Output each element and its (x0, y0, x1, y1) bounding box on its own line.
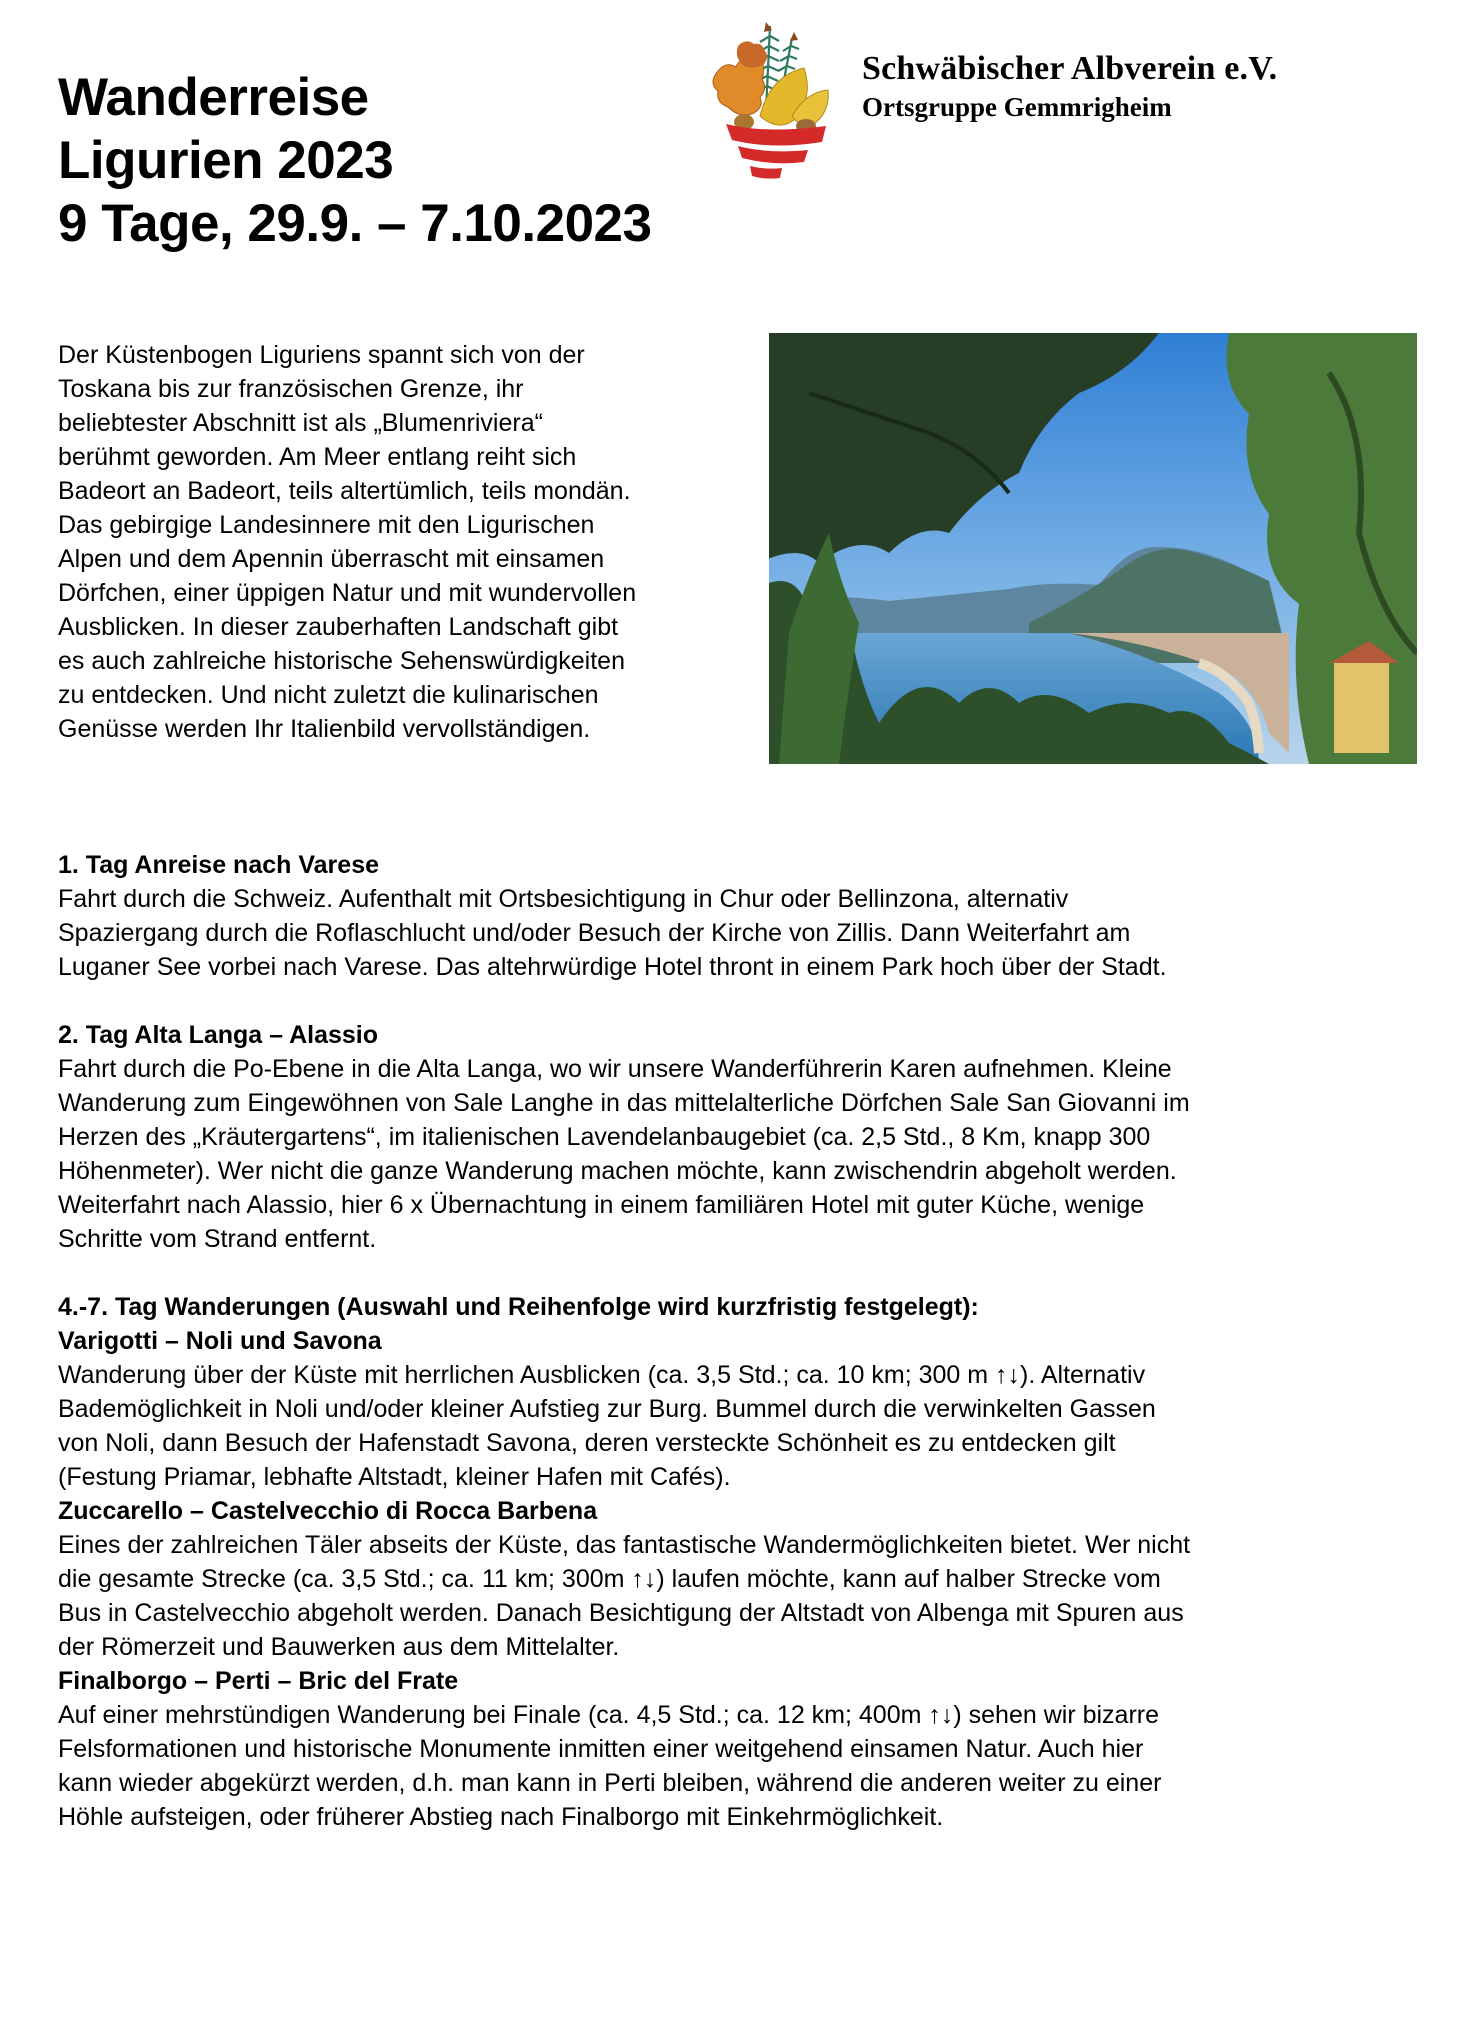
hike-text-line: Eines der zahlreichen Täler abseits der Küste, das fantastische Wandermöglichkeiten bietet. Wer nicht (58, 1531, 1191, 1559)
day-text-line: Fahrt durch die Po-Ebene in die Alta Langa, wo wir unsere Wanderführerin Karen aufnehmen. Kleine (58, 1055, 1172, 1083)
document-title (58, 66, 758, 255)
hike-text-line: Felsformationen und historische Monumente inmitten einer weitgehend einsamen Natur. Auch hier (58, 1735, 1144, 1763)
hike-text-line: (Festung Priamar, lebhafte Altstadt, kleiner Hafen mit Cafés). (58, 1463, 731, 1491)
spacer (58, 1256, 1438, 1290)
intro-line: Toskana bis zur französischen Grenze, ihr (58, 375, 524, 403)
hike-text-line: Bademöglichkeit in Noli und/oder kleiner Aufstieg zur Burg. Bummel durch die verwinkelten Gassen (58, 1395, 1156, 1423)
hike-text-line: die gesamte Strecke (ca. 3,5 Std.; ca. 11 km; 300m ↑↓) laufen möchte, kann auf halber Strecke vom (58, 1565, 1161, 1593)
hike-item (58, 1324, 1438, 1494)
title-line: Wanderreise (58, 68, 369, 127)
intro-line: Badeort an Badeort, teils altertümlich, teils mondän. (58, 477, 631, 505)
day-text-line: Herzen des „Kräutergartens“, im italienischen Lavendelanbaugebiet (ca. 2,5 Std., 8 Km, knapp 300 (58, 1123, 1151, 1151)
organization-subtitle: Ortsgruppe Gemmrigheim (862, 92, 1172, 122)
intro-line: beliebtester Abschnitt ist als „Blumenriviera“ (58, 409, 543, 437)
day-text-line: Spaziergang durch die Roflaschlucht und/oder Besuch der Kirche von Zillis. Dann Weiterfahrt am (58, 919, 1131, 947)
day-text-line: Fahrt durch die Schweiz. Aufenthalt mit Ortsbesichtigung in Chur oder Bellinzona, alternativ (58, 885, 1069, 913)
intro-line: Der Küstenbogen Liguriens spannt sich von der (58, 341, 585, 369)
day-heading: 2. Tag Alta Langa – Alassio (58, 1021, 378, 1049)
hike-text-line: Bus in Castelvecchio abgeholt werden. Danach Besichtigung der Altstadt von Albenga mit Spuren aus (58, 1599, 1184, 1627)
day-text-line: Höhenmeter). Wer nicht die ganze Wanderung machen möchte, kann zwischendrin abgeholt werden. (58, 1157, 1177, 1185)
intro-line: zu entdecken. Und nicht zuletzt die kulinarischen (58, 681, 599, 709)
day-text-line: Weiterfahrt nach Alassio, hier 6 x Übernachtung in einem familiären Hotel mit guter Küche, wenige (58, 1191, 1145, 1219)
intro-line: Genüsse werden Ihr Italienbild vervollständigen. (58, 715, 591, 743)
intro-line: Dörfchen, einer üppigen Natur und mit wundervollen (58, 579, 637, 607)
intro-line: Das gebirgige Landesinnere mit den Ligurischen (58, 511, 595, 539)
intro-line: berühmt geworden. Am Meer entlang reiht sich (58, 443, 577, 471)
hike-text-line: der Römerzeit und Bauwerken aus dem Mittelalter. (58, 1633, 620, 1661)
day-section (58, 1290, 1438, 1834)
day-section (58, 1018, 1438, 1256)
title-line: Ligurien 2023 (58, 131, 394, 190)
hike-text-line: von Noli, dann Besuch der Hafenstadt Savona, deren versteckte Schönheit es zu entdecken gilt (58, 1429, 1116, 1457)
intro-paragraph (58, 338, 758, 746)
intro-line: Ausblicken. In dieser zauberhaften Landschaft gibt (58, 613, 619, 641)
day-heading: 4.-7. Tag Wanderungen (Auswahl und Reihenfolge wird kurzfristig festgelegt): (58, 1293, 979, 1321)
organization-name: Schwäbischer Albverein e.V. (862, 50, 1278, 87)
hike-title: Zuccarello – Castelvecchio di Rocca Barbena (58, 1497, 598, 1525)
day-heading: 1. Tag Anreise nach Varese (58, 851, 379, 879)
day-text-line: Wanderung zum Eingewöhnen von Sale Langhe in das mittelalterliche Dörfchen Sale San Giovanni im (58, 1089, 1190, 1117)
hike-text-line: Höhle aufsteigen, oder früherer Abstieg nach Finalborgo mit Einkehrmöglichkeit. (58, 1803, 944, 1831)
title-line: 9 Tage, 29.9. – 7.10.2023 (58, 194, 652, 253)
day-text-line: Luganer See vorbei nach Varese. Das altehrwürdige Hotel thront in einem Park hoch über der Stadt. (58, 953, 1167, 981)
hike-text-line: kann wieder abgekürzt werden, d.h. man kann in Perti bleiben, während die anderen weiter zu einer (58, 1769, 1162, 1797)
hike-text-line: Wanderung über der Küste mit herrlichen Ausblicken (ca. 3,5 Std.; ca. 10 km; 300 m ↑↓). Alternativ (58, 1361, 1146, 1389)
organization-header (862, 48, 1277, 124)
hike-text-line: Auf einer mehrstündigen Wanderung bei Finale (ca. 4,5 Std.; ca. 12 km; 400m ↑↓) sehen wir bizarre (58, 1701, 1160, 1729)
leaf-bouquet-logo-icon (708, 16, 838, 181)
day-section (58, 848, 1438, 984)
intro-line: Alpen und dem Apennin überrascht mit einsamen (58, 545, 605, 573)
itinerary (58, 848, 1438, 1834)
intro-line: es auch zahlreiche historische Sehenswürdigkeiten (58, 647, 625, 675)
hike-title: Finalborgo – Perti – Bric del Frate (58, 1667, 459, 1695)
hike-item (58, 1664, 1438, 1834)
spacer (58, 984, 1438, 1018)
hike-title: Varigotti – Noli und Savona (58, 1327, 382, 1355)
coast-photo (769, 333, 1417, 764)
hike-item (58, 1494, 1438, 1664)
day-text-line: Schritte vom Strand entfernt. (58, 1225, 377, 1253)
